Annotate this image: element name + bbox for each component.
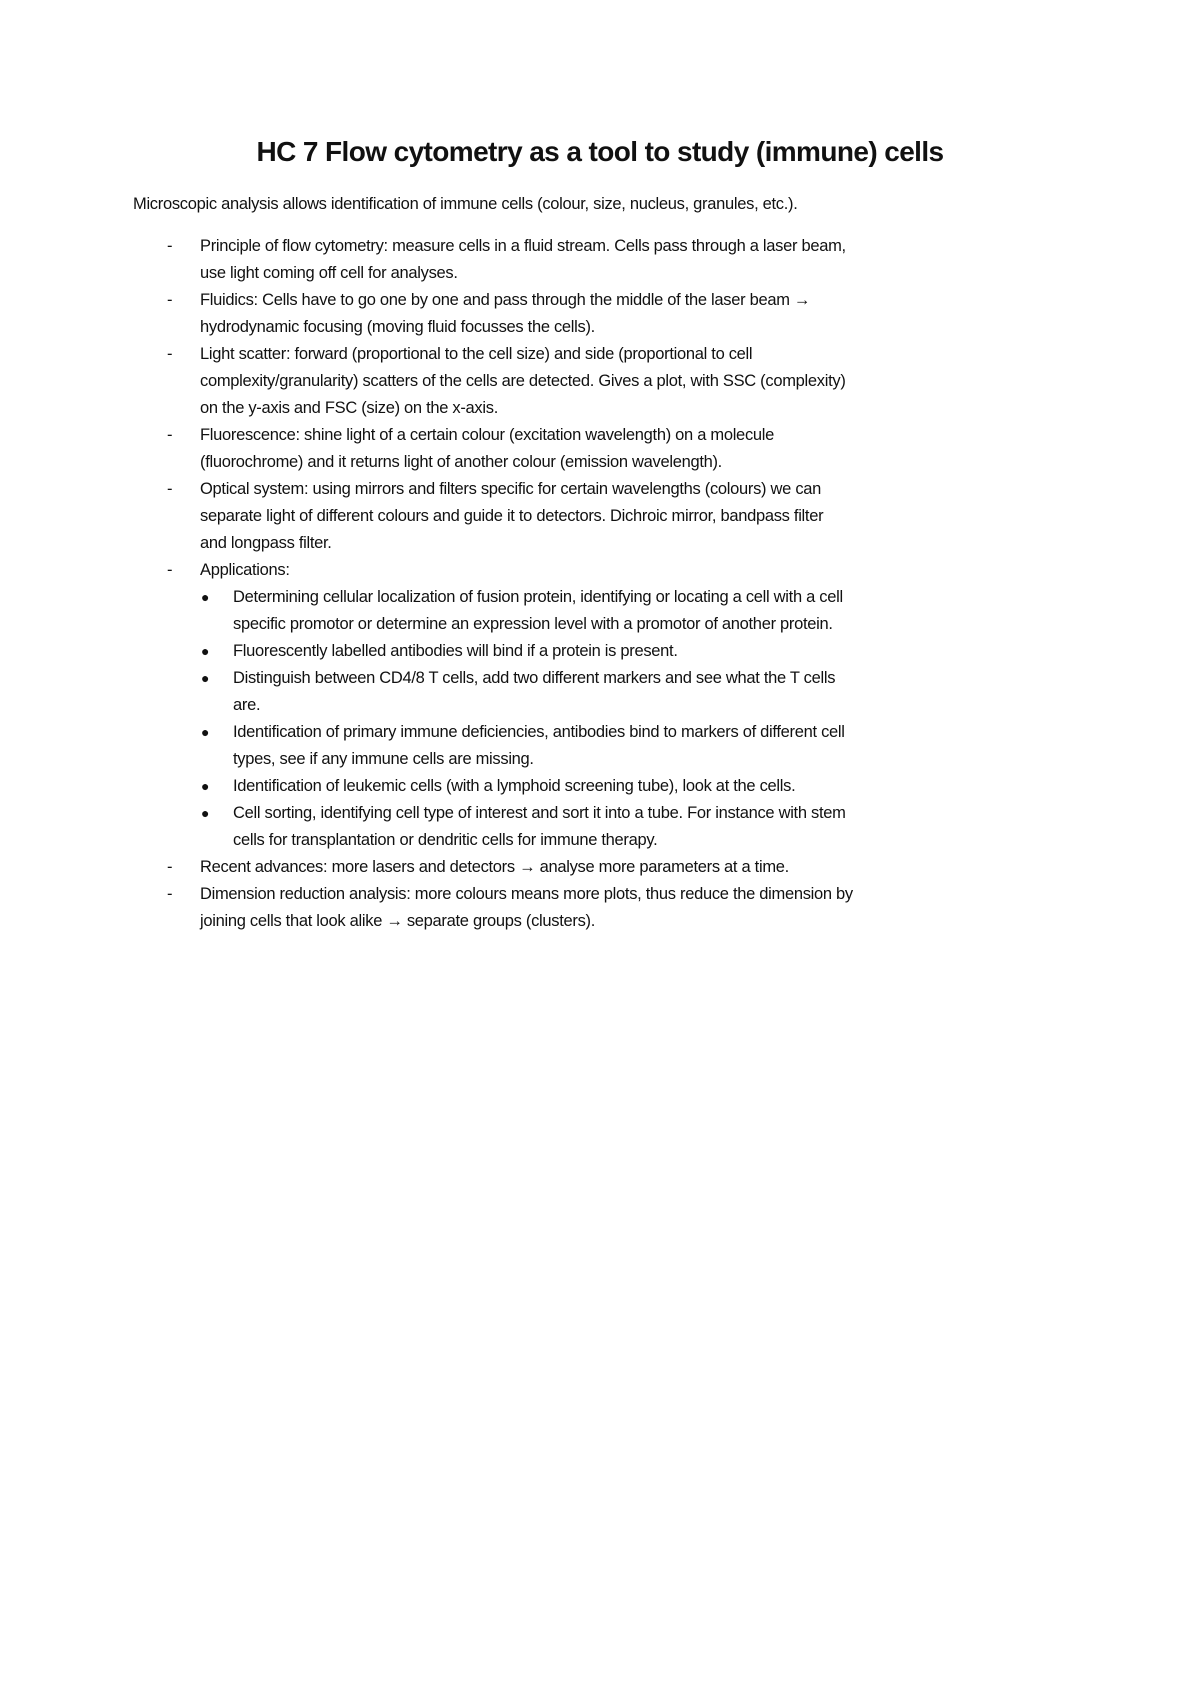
list-item-text: Fluorescence: shine light of a certain colour (excitation wavelength) on a molecule xyxy=(200,426,775,444)
list-item-line xyxy=(0,881,1200,908)
list-item-line xyxy=(0,503,1200,530)
list-item-text: hydrodynamic focusing (moving fluid focusses the cells). xyxy=(200,318,595,336)
list-item-text: separate light of different colours and guide it to detectors. Dichroic mirror, bandpass filter xyxy=(200,507,824,525)
list-item-line xyxy=(0,287,1200,314)
bullet-icon: ● xyxy=(201,724,210,740)
list-item-text: Applications: xyxy=(200,561,290,579)
page-title: HC 7 Flow cytometry as a tool to study (immune) cells xyxy=(256,136,944,167)
sub-list-item-line xyxy=(0,746,1200,773)
list-item-text: Distinguish between CD4/8 T cells, add two different markers and see what the T cells xyxy=(233,669,836,687)
list-item-text: joining cells that look alike → separate groups (clusters). xyxy=(200,912,595,930)
intro-paragraph: Microscopic analysis allows identification of immune cells (colour, size, nucleus, granules, etc.). xyxy=(133,195,798,213)
list-item-text: cells for transplantation or dendritic cells for immune therapy. xyxy=(233,831,658,849)
list-item-text: Principle of flow cytometry: measure cells in a fluid stream. Cells pass through a laser beam, xyxy=(200,237,846,255)
list-item-line xyxy=(0,854,1200,881)
list-item-text: Identification of primary immune deficiencies, antibodies bind to markers of different cell xyxy=(233,723,845,741)
sub-list-item-line xyxy=(0,638,1200,665)
list-item-line xyxy=(0,422,1200,449)
list-item-text: Optical system: using mirrors and filters specific for certain wavelengths (colours) we can xyxy=(200,480,822,498)
dash-marker: - xyxy=(167,426,173,444)
list-item-text: and longpass filter. xyxy=(200,534,332,552)
sub-list-item-line xyxy=(0,692,1200,719)
list-item-text: Cell sorting, identifying cell type of interest and sort it into a tube. For instance with stem xyxy=(233,804,846,822)
list-item-text: are. xyxy=(233,696,261,714)
list-item-text: Fluidics: Cells have to go one by one and pass through the middle of the laser beam → xyxy=(200,291,811,309)
list-item-text: Determining cellular localization of fusion protein, identifying or locating a cell with a cell xyxy=(233,588,843,606)
dash-marker: - xyxy=(167,345,173,363)
list-item-line xyxy=(0,341,1200,368)
notes-list xyxy=(0,233,1200,935)
dash-marker: - xyxy=(167,237,173,255)
list-item-text: Identification of leukemic cells (with a lymphoid screening tube), look at the cells. xyxy=(233,777,796,795)
list-item-line xyxy=(0,260,1200,287)
list-item-text: Recent advances: more lasers and detectors → analyse more parameters at a time. xyxy=(200,858,789,876)
sub-list-item-line xyxy=(0,773,1200,800)
list-item-line xyxy=(0,395,1200,422)
dash-marker: - xyxy=(167,480,173,498)
list-item-line xyxy=(0,314,1200,341)
sub-list-item-line xyxy=(0,611,1200,638)
list-item-text: use light coming off cell for analyses. xyxy=(200,264,458,282)
list-item-line xyxy=(0,368,1200,395)
list-item-text: specific promotor or determine an expression level with a promotor of another protein. xyxy=(233,615,833,633)
list-item-line xyxy=(0,449,1200,476)
list-item-text: Dimension reduction analysis: more colours means more plots, thus reduce the dimension by xyxy=(200,885,853,903)
sub-list-item-line xyxy=(0,800,1200,827)
dash-marker: - xyxy=(167,858,173,876)
dash-marker: - xyxy=(167,291,173,309)
dash-marker: - xyxy=(167,885,173,903)
sub-list-item-line xyxy=(0,665,1200,692)
list-item-line xyxy=(0,908,1200,935)
list-item-line xyxy=(0,476,1200,503)
dash-marker: - xyxy=(167,561,173,579)
list-item-line xyxy=(0,530,1200,557)
list-item-text: on the y-axis and FSC (size) on the x-axis. xyxy=(200,399,498,417)
list-item-line xyxy=(0,557,1200,584)
list-item-text: Fluorescently labelled antibodies will bind if a protein is present. xyxy=(233,642,678,660)
bullet-icon: ● xyxy=(201,778,210,794)
sub-list-item-line xyxy=(0,827,1200,854)
list-item-text: Light scatter: forward (proportional to the cell size) and side (proportional to cell xyxy=(200,345,753,363)
list-item-text: (fluorochrome) and it returns light of another colour (emission wavelength). xyxy=(200,453,722,471)
list-item-line xyxy=(0,233,1200,260)
bullet-icon: ● xyxy=(201,670,210,686)
sub-list-item-line xyxy=(0,719,1200,746)
bullet-icon: ● xyxy=(201,643,210,659)
list-item-text: types, see if any immune cells are missing. xyxy=(233,750,534,768)
bullet-icon: ● xyxy=(201,589,210,605)
list-item-text: complexity/granularity) scatters of the cells are detected. Gives a plot, with SSC (complexity) xyxy=(200,372,846,390)
sub-list-item-line xyxy=(0,584,1200,611)
bullet-icon: ● xyxy=(201,805,210,821)
